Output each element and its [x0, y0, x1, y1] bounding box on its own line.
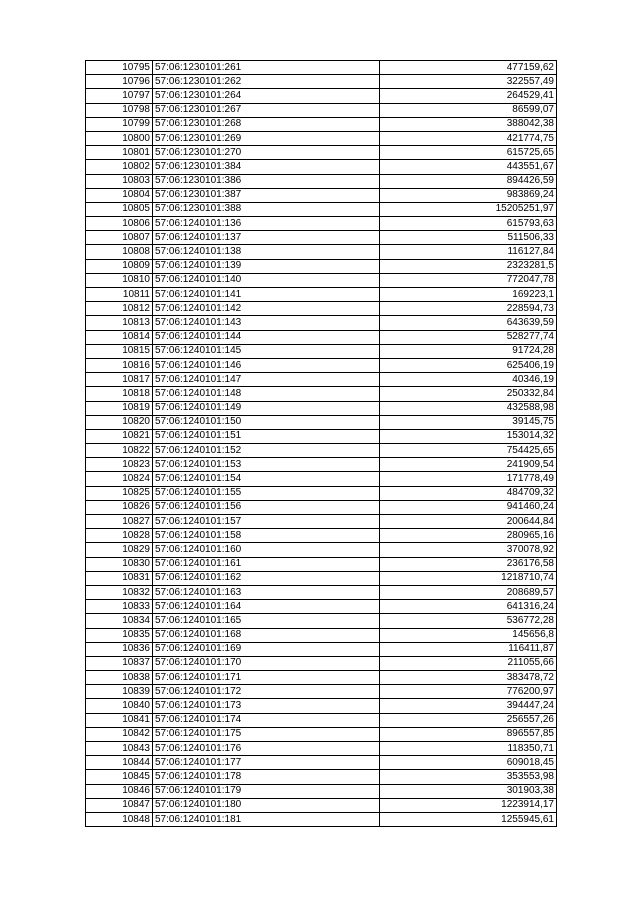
- table-row: [86, 316, 557, 330]
- table-row: [86, 302, 557, 316]
- table-row: [86, 89, 557, 103]
- table-row: [86, 642, 557, 656]
- cadastral-number-cell: 57:06:1240101:152: [153, 444, 380, 458]
- cadastral-number-cell: 57:06:1230101:387: [153, 188, 380, 202]
- table-row: [86, 117, 557, 131]
- table-row: [86, 415, 557, 429]
- cadastral-number-cell: 57:06:1240101:170: [153, 656, 380, 670]
- table-row: [86, 557, 557, 571]
- table-row: [86, 188, 557, 202]
- row-number-cell: 10845: [86, 770, 153, 784]
- table-row: [86, 628, 557, 642]
- row-number-cell: 10815: [86, 344, 153, 358]
- cadastral-number-cell: 57:06:1240101:178: [153, 770, 380, 784]
- cadastral-number-cell: 57:06:1230101:269: [153, 131, 380, 145]
- cadastral-number-cell: 57:06:1230101:386: [153, 174, 380, 188]
- table-row: [86, 245, 557, 259]
- row-number-cell: 10831: [86, 571, 153, 585]
- row-number-cell: 10820: [86, 415, 153, 429]
- row-number-cell: 10801: [86, 146, 153, 160]
- cadastral-number-cell: 57:06:1240101:150: [153, 415, 380, 429]
- cadastral-value-cell: 641316,24: [380, 600, 557, 614]
- cadastral-number-cell: 57:06:1230101:268: [153, 117, 380, 131]
- cadastral-number-cell: 57:06:1240101:169: [153, 642, 380, 656]
- cadastral-value-cell: 772047,78: [380, 273, 557, 287]
- cadastral-value-cell: 228594,73: [380, 302, 557, 316]
- row-number-cell: 10797: [86, 89, 153, 103]
- table-row: [86, 146, 557, 160]
- row-number-cell: 10825: [86, 486, 153, 500]
- table-row: [86, 671, 557, 685]
- row-number-cell: 10817: [86, 373, 153, 387]
- cadastral-number-cell: 57:06:1230101:267: [153, 103, 380, 117]
- cadastral-value-cell: 609018,45: [380, 756, 557, 770]
- cadastral-number-cell: 57:06:1240101:154: [153, 472, 380, 486]
- cadastral-number-cell: 57:06:1240101:142: [153, 302, 380, 316]
- cadastral-value-cell: 941460,24: [380, 500, 557, 514]
- row-number-cell: 10832: [86, 585, 153, 599]
- table-row: [86, 358, 557, 372]
- row-number-cell: 10847: [86, 798, 153, 812]
- table-row: [86, 103, 557, 117]
- cadastral-value-cell: 256557,26: [380, 713, 557, 727]
- row-number-cell: 10841: [86, 713, 153, 727]
- cadastral-value-cell: 432588,98: [380, 401, 557, 415]
- cadastral-number-cell: 57:06:1240101:181: [153, 812, 380, 826]
- cadastral-number-cell: 57:06:1230101:270: [153, 146, 380, 160]
- row-number-cell: 10796: [86, 75, 153, 89]
- cadastral-value-cell: 536772,28: [380, 614, 557, 628]
- row-number-cell: 10835: [86, 628, 153, 642]
- row-number-cell: 10818: [86, 387, 153, 401]
- row-number-cell: 10833: [86, 600, 153, 614]
- cadastral-number-cell: 57:06:1240101:162: [153, 571, 380, 585]
- table-row: [86, 273, 557, 287]
- cadastral-value-cell: 280965,16: [380, 529, 557, 543]
- cadastral-number-cell: 57:06:1240101:165: [153, 614, 380, 628]
- cadastral-value-cell: 1255945,61: [380, 812, 557, 826]
- cadastral-value-cell: 2323281,5: [380, 259, 557, 273]
- row-number-cell: 10812: [86, 302, 153, 316]
- table-row: [86, 713, 557, 727]
- table-row: [86, 784, 557, 798]
- cadastral-value-cell: 528277,74: [380, 330, 557, 344]
- cadastral-value-cell: 301903,38: [380, 784, 557, 798]
- cadastral-number-cell: 57:06:1240101:168: [153, 628, 380, 642]
- row-number-cell: 10808: [86, 245, 153, 259]
- cadastral-value-cell: 118350,71: [380, 742, 557, 756]
- table-row: [86, 486, 557, 500]
- cadastral-number-cell: 57:06:1240101:164: [153, 600, 380, 614]
- row-number-cell: 10826: [86, 500, 153, 514]
- cadastral-value-cell: 443551,67: [380, 160, 557, 174]
- cadastral-number-cell: 57:06:1240101:175: [153, 727, 380, 741]
- cadastral-value-cell: 477159,62: [380, 61, 557, 75]
- cadastral-number-cell: 57:06:1240101:176: [153, 742, 380, 756]
- row-number-cell: 10837: [86, 656, 153, 670]
- cadastral-number-cell: 57:06:1240101:171: [153, 671, 380, 685]
- table-row: [86, 656, 557, 670]
- row-number-cell: 10827: [86, 515, 153, 529]
- table-row: [86, 231, 557, 245]
- row-number-cell: 10840: [86, 699, 153, 713]
- table-row: [86, 529, 557, 543]
- cadastral-value-cell: 322557,49: [380, 75, 557, 89]
- table-row: [86, 742, 557, 756]
- cadastral-number-cell: 57:06:1240101:153: [153, 458, 380, 472]
- cadastral-number-cell: 57:06:1240101:147: [153, 373, 380, 387]
- cadastral-value-cell: 615725,65: [380, 146, 557, 160]
- row-number-cell: 10839: [86, 685, 153, 699]
- table-row: [86, 515, 557, 529]
- table-row: [86, 202, 557, 216]
- table-row: [86, 585, 557, 599]
- cadastral-number-cell: 57:06:1240101:172: [153, 685, 380, 699]
- table-row: [86, 458, 557, 472]
- cadastral-number-cell: 57:06:1230101:261: [153, 61, 380, 75]
- cadastral-value-cell: 484709,32: [380, 486, 557, 500]
- cadastral-value-cell: 894426,59: [380, 174, 557, 188]
- row-number-cell: 10819: [86, 401, 153, 415]
- row-number-cell: 10798: [86, 103, 153, 117]
- row-number-cell: 10805: [86, 202, 153, 216]
- table-row: [86, 373, 557, 387]
- row-number-cell: 10813: [86, 316, 153, 330]
- cadastral-value-cell: 236176,58: [380, 557, 557, 571]
- table-row: [86, 614, 557, 628]
- cadastral-value-cell: 394447,24: [380, 699, 557, 713]
- cadastral-value-cell: 370078,92: [380, 543, 557, 557]
- table-row: [86, 600, 557, 614]
- row-number-cell: 10811: [86, 288, 153, 302]
- table-row: [86, 217, 557, 231]
- row-number-cell: 10803: [86, 174, 153, 188]
- row-number-cell: 10829: [86, 543, 153, 557]
- cadastral-value-cell: 15205251,97: [380, 202, 557, 216]
- cadastral-number-cell: 57:06:1230101:384: [153, 160, 380, 174]
- row-number-cell: 10807: [86, 231, 153, 245]
- table-row: [86, 387, 557, 401]
- cadastral-number-cell: 57:06:1240101:160: [153, 543, 380, 557]
- row-number-cell: 10810: [86, 273, 153, 287]
- cadastral-value-table: [85, 60, 557, 827]
- cadastral-number-cell: 57:06:1240101:140: [153, 273, 380, 287]
- cadastral-value-cell: 145656,8: [380, 628, 557, 642]
- cadastral-value-cell: 643639,59: [380, 316, 557, 330]
- row-number-cell: 10802: [86, 160, 153, 174]
- cadastral-value-cell: 388042,38: [380, 117, 557, 131]
- row-number-cell: 10814: [86, 330, 153, 344]
- cadastral-number-cell: 57:06:1240101:144: [153, 330, 380, 344]
- cadastral-value-cell: 615793,63: [380, 217, 557, 231]
- cadastral-value-cell: 1223914,17: [380, 798, 557, 812]
- cadastral-number-cell: 57:06:1240101:136: [153, 217, 380, 231]
- cadastral-number-cell: 57:06:1240101:177: [153, 756, 380, 770]
- cadastral-value-cell: 353553,98: [380, 770, 557, 784]
- cadastral-value-cell: 211055,66: [380, 656, 557, 670]
- row-number-cell: 10844: [86, 756, 153, 770]
- row-number-cell: 10821: [86, 429, 153, 443]
- cadastral-value-cell: 208689,57: [380, 585, 557, 599]
- row-number-cell: 10838: [86, 671, 153, 685]
- cadastral-number-cell: 57:06:1240101:138: [153, 245, 380, 259]
- cadastral-number-cell: 57:06:1240101:173: [153, 699, 380, 713]
- cadastral-value-cell: 200644,84: [380, 515, 557, 529]
- cadastral-value-cell: 40346,19: [380, 373, 557, 387]
- row-number-cell: 10806: [86, 217, 153, 231]
- row-number-cell: 10843: [86, 742, 153, 756]
- cadastral-number-cell: 57:06:1240101:155: [153, 486, 380, 500]
- cadastral-number-cell: 57:06:1240101:151: [153, 429, 380, 443]
- cadastral-value-cell: 421774,75: [380, 131, 557, 145]
- row-number-cell: 10824: [86, 472, 153, 486]
- table-row: [86, 160, 557, 174]
- table-row: [86, 812, 557, 826]
- cadastral-number-cell: 57:06:1240101:137: [153, 231, 380, 245]
- cadastral-value-cell: 153014,32: [380, 429, 557, 443]
- row-number-cell: 10842: [86, 727, 153, 741]
- cadastral-number-cell: 57:06:1240101:157: [153, 515, 380, 529]
- cadastral-number-cell: 57:06:1240101:161: [153, 557, 380, 571]
- table-row: [86, 75, 557, 89]
- table-row: [86, 543, 557, 557]
- cadastral-number-cell: 57:06:1230101:388: [153, 202, 380, 216]
- cadastral-number-cell: 57:06:1230101:264: [153, 89, 380, 103]
- table-row: [86, 756, 557, 770]
- cadastral-number-cell: 57:06:1230101:262: [153, 75, 380, 89]
- cadastral-number-cell: 57:06:1240101:158: [153, 529, 380, 543]
- cadastral-value-cell: 983869,24: [380, 188, 557, 202]
- cadastral-number-cell: 57:06:1240101:146: [153, 358, 380, 372]
- cadastral-value-cell: 383478,72: [380, 671, 557, 685]
- table-row: [86, 685, 557, 699]
- table-row: [86, 330, 557, 344]
- cadastral-number-cell: 57:06:1240101:174: [153, 713, 380, 727]
- table-row: [86, 472, 557, 486]
- table-row: [86, 500, 557, 514]
- cadastral-number-cell: 57:06:1240101:149: [153, 401, 380, 415]
- table-row: [86, 699, 557, 713]
- row-number-cell: 10800: [86, 131, 153, 145]
- table-row: [86, 401, 557, 415]
- row-number-cell: 10828: [86, 529, 153, 543]
- cadastral-number-cell: 57:06:1240101:139: [153, 259, 380, 273]
- cadastral-value-cell: 625406,19: [380, 358, 557, 372]
- cadastral-number-cell: 57:06:1240101:156: [153, 500, 380, 514]
- cadastral-value-cell: 511506,33: [380, 231, 557, 245]
- cadastral-value-cell: 39145,75: [380, 415, 557, 429]
- row-number-cell: 10823: [86, 458, 153, 472]
- cadastral-value-cell: 250332,84: [380, 387, 557, 401]
- table-body: [86, 61, 557, 827]
- row-number-cell: 10834: [86, 614, 153, 628]
- cadastral-value-cell: 116127,84: [380, 245, 557, 259]
- row-number-cell: 10795: [86, 61, 153, 75]
- row-number-cell: 10799: [86, 117, 153, 131]
- table-row: [86, 61, 557, 75]
- cadastral-value-cell: 116411,87: [380, 642, 557, 656]
- cadastral-value-cell: 171778,49: [380, 472, 557, 486]
- row-number-cell: 10848: [86, 812, 153, 826]
- row-number-cell: 10816: [86, 358, 153, 372]
- cadastral-number-cell: 57:06:1240101:141: [153, 288, 380, 302]
- cadastral-number-cell: 57:06:1240101:180: [153, 798, 380, 812]
- cadastral-number-cell: 57:06:1240101:143: [153, 316, 380, 330]
- table-row: [86, 444, 557, 458]
- table-row: [86, 259, 557, 273]
- row-number-cell: 10809: [86, 259, 153, 273]
- table-row: [86, 770, 557, 784]
- cadastral-value-cell: 896557,85: [380, 727, 557, 741]
- table-row: [86, 288, 557, 302]
- cadastral-number-cell: 57:06:1240101:148: [153, 387, 380, 401]
- table-row: [86, 174, 557, 188]
- row-number-cell: 10846: [86, 784, 153, 798]
- table-row: [86, 429, 557, 443]
- cadastral-value-cell: 776200,97: [380, 685, 557, 699]
- table-row: [86, 727, 557, 741]
- cadastral-value-cell: 86599,07: [380, 103, 557, 117]
- cadastral-value-cell: 264529,41: [380, 89, 557, 103]
- table-row: [86, 798, 557, 812]
- cadastral-value-cell: 169223,1: [380, 288, 557, 302]
- row-number-cell: 10822: [86, 444, 153, 458]
- cadastral-value-cell: 91724,28: [380, 344, 557, 358]
- cadastral-value-cell: 754425,65: [380, 444, 557, 458]
- cadastral-number-cell: 57:06:1240101:179: [153, 784, 380, 798]
- cadastral-value-cell: 241909,54: [380, 458, 557, 472]
- table-row: [86, 131, 557, 145]
- row-number-cell: 10836: [86, 642, 153, 656]
- row-number-cell: 10804: [86, 188, 153, 202]
- cadastral-number-cell: 57:06:1240101:163: [153, 585, 380, 599]
- row-number-cell: 10830: [86, 557, 153, 571]
- cadastral-number-cell: 57:06:1240101:145: [153, 344, 380, 358]
- table-row: [86, 344, 557, 358]
- cadastral-value-cell: 1218710,74: [380, 571, 557, 585]
- table-row: [86, 571, 557, 585]
